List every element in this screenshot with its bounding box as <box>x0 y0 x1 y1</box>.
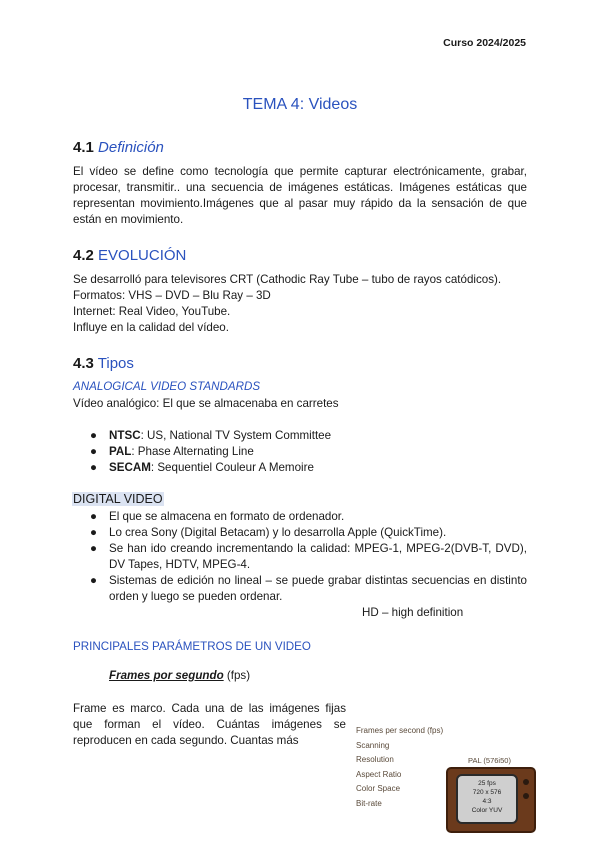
list-item: Bit-rate <box>356 798 382 808</box>
pal-label: PAL (576i50) <box>468 756 511 765</box>
hd-note: HD – high definition <box>362 606 464 619</box>
section-heading-definicion <box>73 139 164 156</box>
list-item: ● Sistemas de edición no lineal – se puede grabar distintas secuencias en distinto orden y luego se pueden ordenar. <box>90 574 527 603</box>
evolution-line: Formatos: VHS – DVD – Blu Ray – 3D <box>73 289 271 302</box>
section-heading-evolucion <box>73 247 186 264</box>
knob-icon <box>523 793 529 799</box>
frame-paragraph: Frame es marco. Cada una de las imágenes fijas que forman el vídeo. Cuántas imágenes se reproducen en cada segundo. Cuantas más <box>73 702 346 747</box>
section-number: 4.3 <box>73 355 94 372</box>
evolution-line: Se desarrolló para televisores CRT (Cathodic Ray Tube – tubo de rayos catódicos). <box>73 273 502 286</box>
analog-heading: ANALOGICAL VIDEO STANDARDS <box>73 380 261 393</box>
section-label: EVOLUCIÓN <box>98 247 187 264</box>
list-item: ● Se han ido creando incrementando la calidad: MPEG-1, MPEG-2(DVB-T, DVD), DV Tapes, HDTV, MPEG-4. <box>90 542 527 571</box>
parameters-heading: PRINCIPALES PARÁMETROS DE UN VIDEO <box>73 640 311 653</box>
video-parameters-figure <box>352 722 542 842</box>
screen-line: Color YUV <box>471 807 503 814</box>
analog-intro: Vídeo analógico: El que se almacenaba en carretes <box>73 397 339 410</box>
screen-line: 25 fps <box>478 780 496 787</box>
list-item: Color Space <box>356 784 401 793</box>
screen-line: 720 x 576 <box>472 789 502 796</box>
section-number: 4.2 <box>73 247 94 264</box>
list-item: Frames per second (fps) <box>356 726 444 735</box>
list-item: ● El que se almacena en formato de ordenador. <box>90 510 345 523</box>
section-heading-tipos <box>73 355 134 372</box>
fps-subheading <box>109 669 250 682</box>
fps-abbr: (fps) <box>223 669 251 682</box>
list-item: ● PAL: Phase Alternating Line <box>90 445 254 458</box>
list-item: Scanning <box>356 740 390 750</box>
list-item: ● NTSC: US, National TV System Committee <box>90 429 332 442</box>
section-label: Definición <box>98 139 164 156</box>
screen-line: 4:3 <box>482 798 492 805</box>
tv-screen <box>456 774 518 824</box>
television-icon <box>446 767 536 833</box>
knob-icon <box>523 779 529 785</box>
fps-term: Frames por segundo <box>109 669 224 682</box>
section-label: Tipos <box>97 355 134 372</box>
list-item: Resolution <box>356 755 394 764</box>
definition-paragraph: El vídeo se define como tecnología que permite capturar electrónicamente, grabar, procesar, transmitir.. una secuencia de imágenes estáticas. Imágenes estáticas que representan movimiento.Imágenes que al pasar muy rápido da la sensación de que están en movimiento. <box>73 165 527 226</box>
section-number: 4.1 <box>73 139 94 156</box>
page-title: TEMA 4: Videos <box>242 96 358 113</box>
evolution-line: Internet: Real Video, YouTube. <box>73 305 231 318</box>
digital-video-heading: DIGITAL VIDEO <box>73 492 163 506</box>
parameter-list <box>356 724 443 811</box>
course-year: Curso 2024/2025 <box>443 37 526 49</box>
digital-video-list <box>73 509 527 605</box>
list-item: Aspect Ratio <box>356 769 402 779</box>
analog-standards-list <box>73 428 527 476</box>
list-item: ● Lo crea Sony (Digital Betacam) y lo desarrolla Apple (QuickTime). <box>90 526 447 539</box>
evolution-line: Influye en la calidad del vídeo. <box>73 321 229 334</box>
list-item: ● SECAM: Sequentiel Couleur A Memoire <box>90 461 314 474</box>
